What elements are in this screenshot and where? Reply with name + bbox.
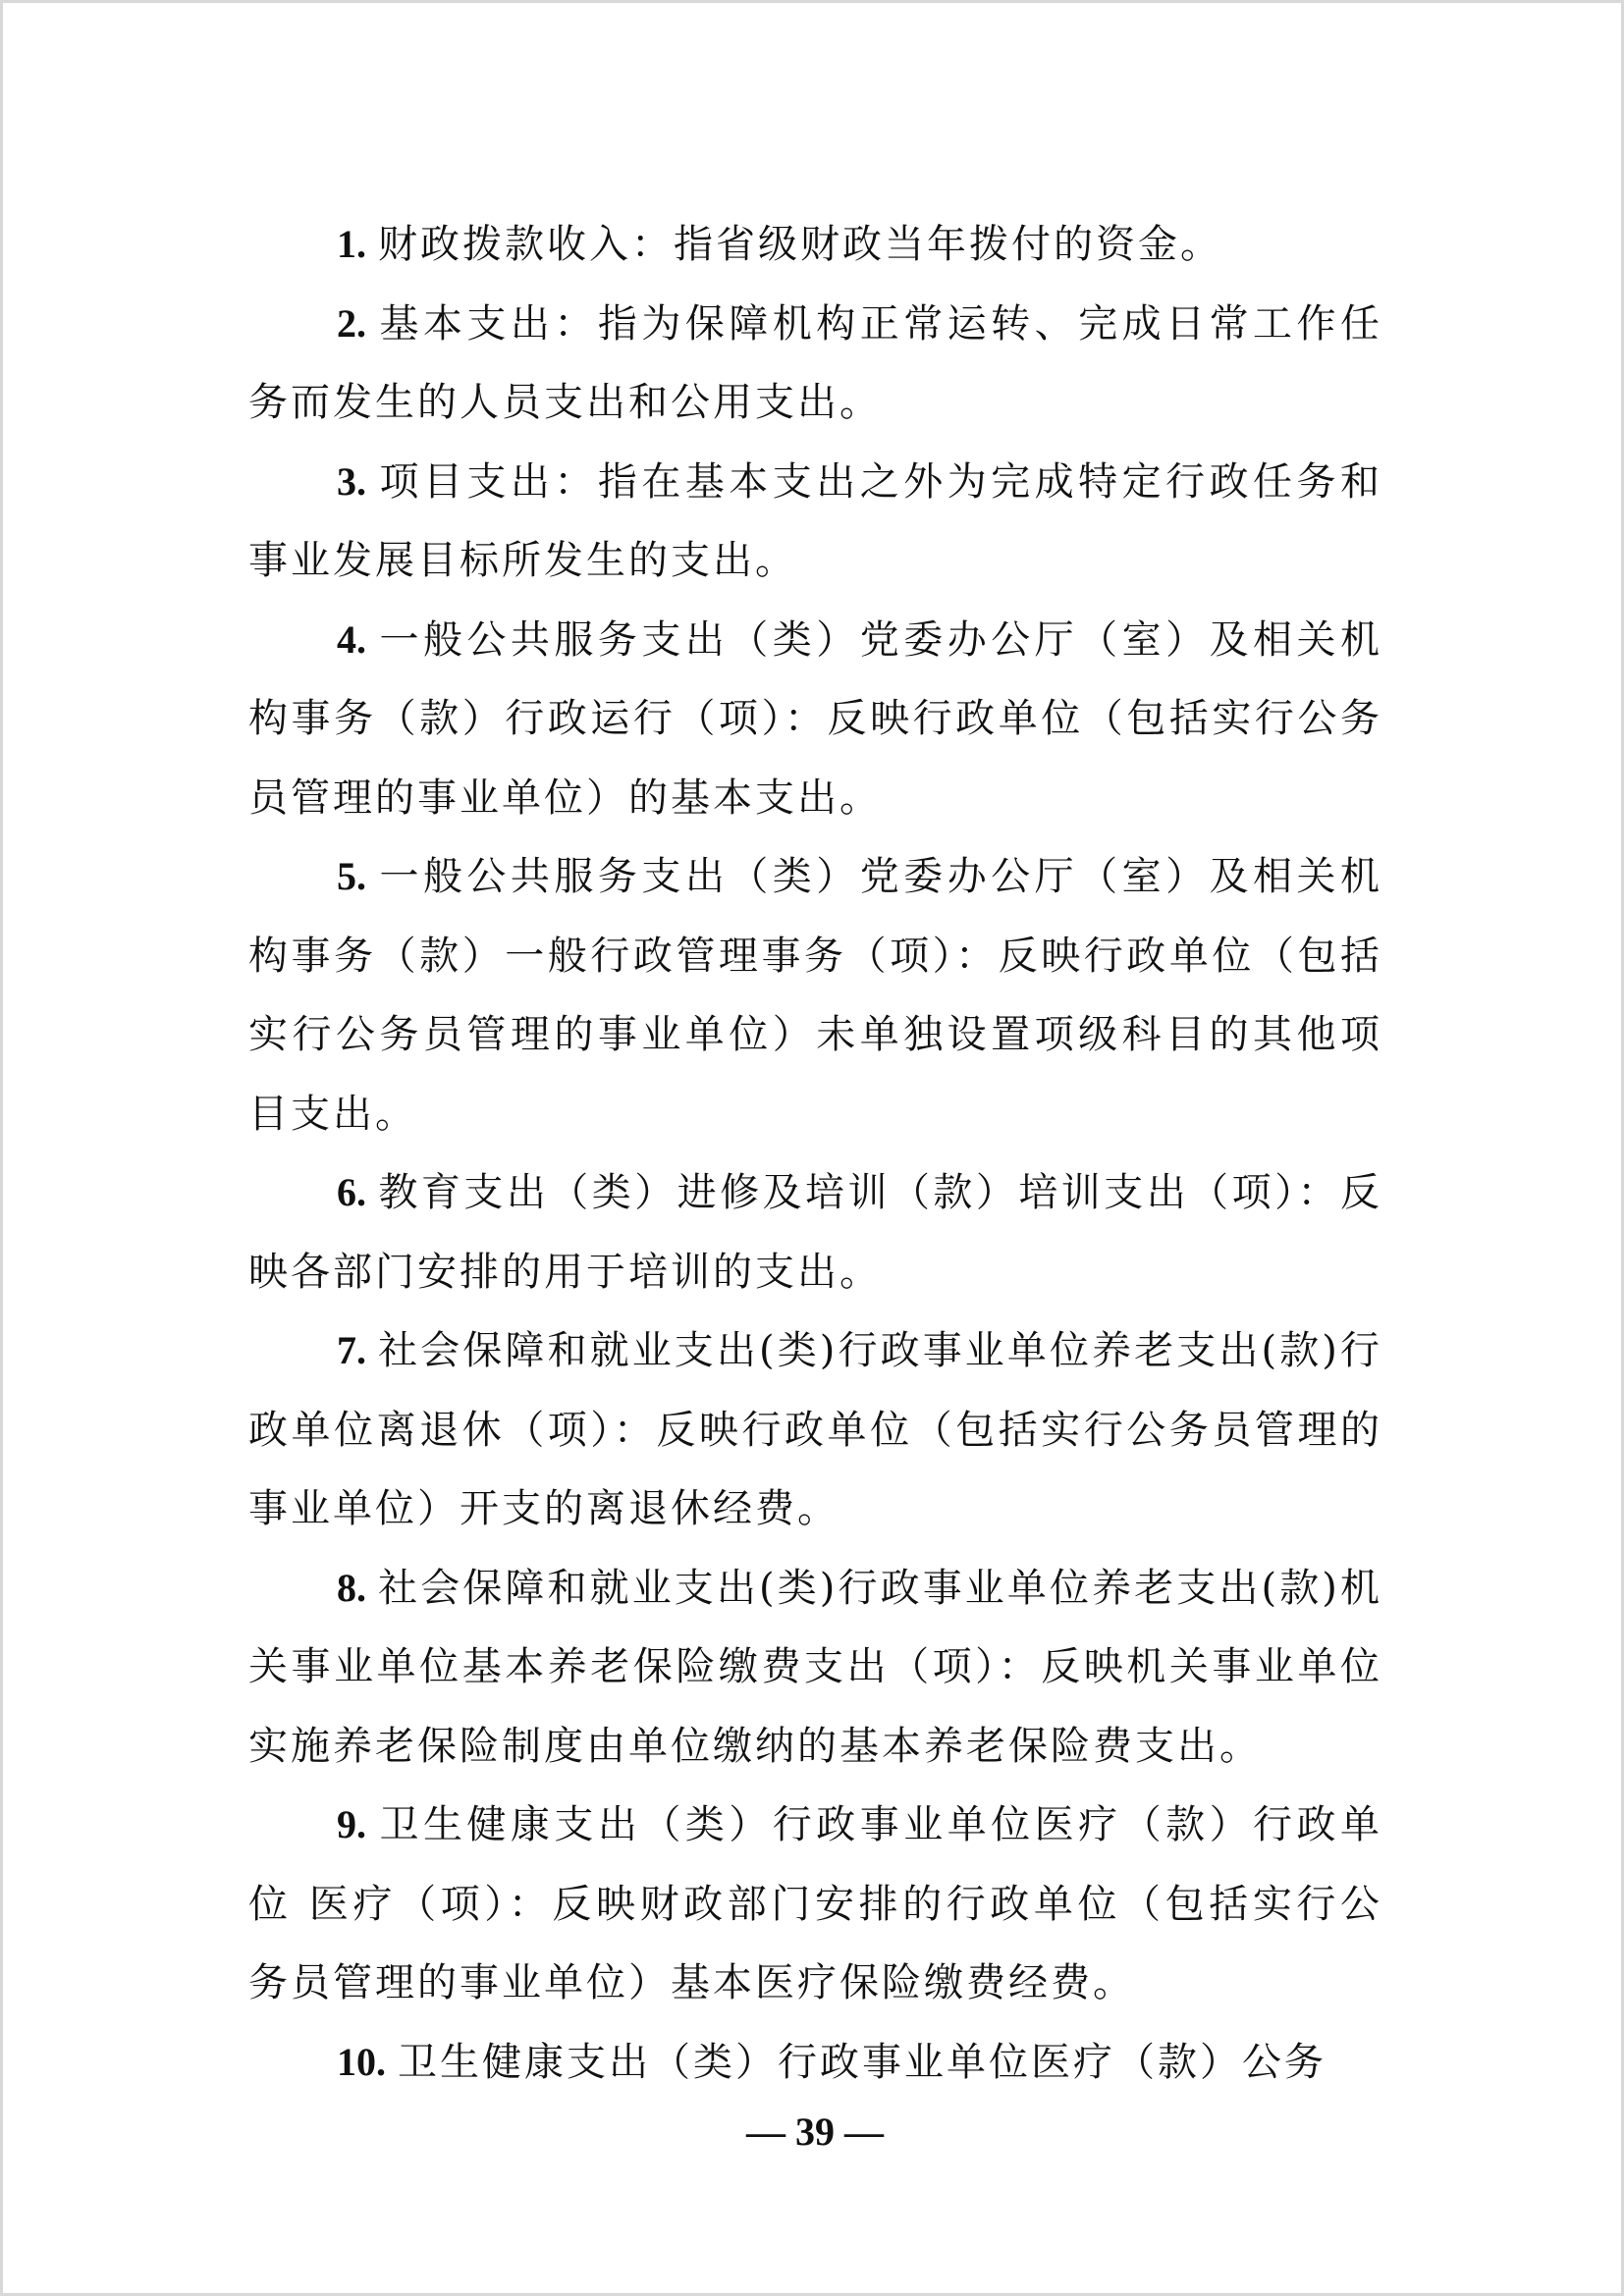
list-item (248, 285, 1382, 443)
list-item (248, 443, 1382, 601)
item-number: 6. (337, 1170, 366, 1214)
item-number: 9. (337, 1802, 366, 1846)
item-number: 5. (337, 854, 366, 898)
list-item (248, 2023, 1382, 2103)
item-text: 卫生健康支出（类）行政事业单位医疗（款）行政单位 医疗（项）：反映财政部门安排的行政单位（包括实行公务员管理的事业单位）基本医疗保险缴费经费。 (248, 1802, 1382, 2005)
page-number: — 39 — (746, 2109, 884, 2154)
item-number: 4. (337, 616, 366, 662)
item-number: 8. (337, 1565, 366, 1610)
item-text: 一般公共服务支出（类）党委办公厅（室）及相关机构事务（款）行政运行（项）：反映行政单位（包括实行公务员管理的事业单位）的基本支出。 (248, 616, 1382, 821)
item-number: 7. (337, 1328, 366, 1372)
item-text: 社会保障和就业支出(类)行政事业单位养老支出(款)行政单位离退休（项）：反映行政单位（包括实行公务员管理的事业单位）开支的离退休经费。 (248, 1328, 1382, 1531)
list-item (248, 1311, 1382, 1549)
item-number: 3. (337, 458, 366, 504)
item-number: 2. (337, 300, 366, 346)
list-item (248, 837, 1382, 1153)
item-number: 1. (337, 222, 366, 266)
list-item (248, 1549, 1382, 1787)
item-text: 基本支出：指为保障机构正常运转、完成日常工作任务而发生的人员支出和公用支出。 (248, 300, 1382, 425)
list-item (248, 205, 1382, 285)
list-item (248, 1786, 1382, 2023)
item-text: 财政拨款收入：指省级财政当年拨付的资金。 (378, 222, 1222, 267)
list-item (248, 601, 1382, 838)
list-item (248, 1153, 1382, 1311)
item-text: 项目支出：指在基本支出之外为完成特定行政任务和事业发展目标所发生的支出。 (248, 458, 1382, 583)
item-text: 教育支出（类）进修及培训（款）培训支出（项）：反映各部门安排的用于培训的支出。 (248, 1170, 1382, 1295)
item-text: 卫生健康支出（类）行政事业单位医疗（款）公务 (398, 2039, 1326, 2085)
item-text: 社会保障和就业支出(类)行政事业单位养老支出(款)机关事业单位基本养老保险缴费支出（项）：反映机关事业单位实施养老保险制度由单位缴纳的基本养老保险费支出。 (248, 1565, 1382, 1769)
document-body (248, 205, 1382, 2102)
item-number: 10. (337, 2039, 386, 2084)
item-text: 一般公共服务支出（类）党委办公厅（室）及相关机构事务（款）一般行政管理事务（项）：反映行政单位（包括实行公务员管理的事业单位）未单独设置项级科目的其他项目支出。 (248, 854, 1382, 1137)
